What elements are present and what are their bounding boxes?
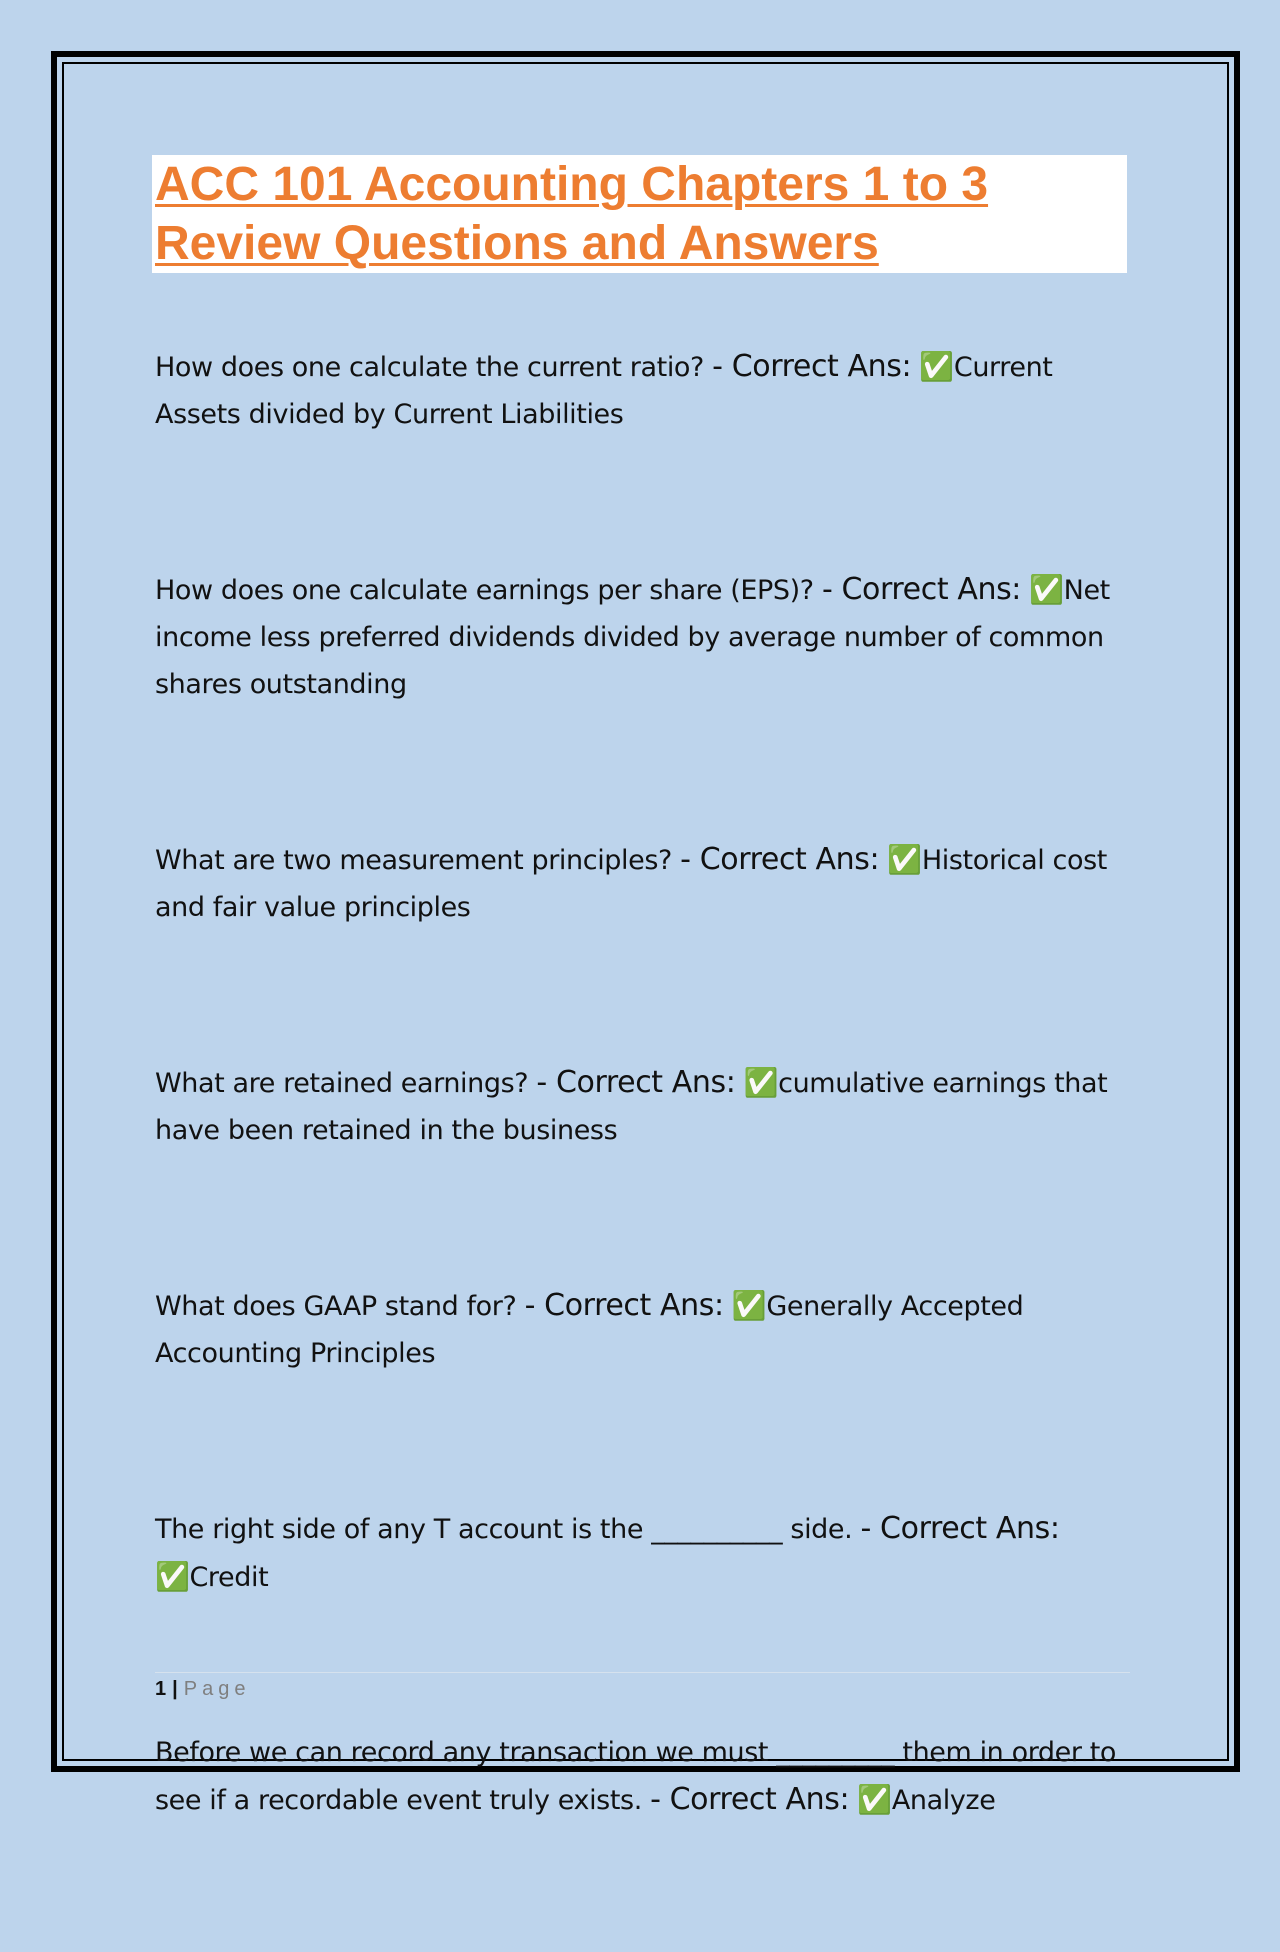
answer-text: Historical cost and fair value principles — [155, 845, 1107, 923]
title-line-1: ACC 101 Accounting Chapters 1 to 3 — [155, 158, 989, 211]
check-mark-icon: ✅ — [887, 843, 922, 876]
check-mark-icon: ✅ — [731, 1289, 767, 1322]
qa-item — [155, 343, 1130, 438]
answer-text: cumulative earnings that have been retained in the business — [155, 1068, 1108, 1146]
question-text: How does one calculate earnings per share (EPS)? — [155, 575, 814, 606]
question-text: The right side of any T account is the __________ side. — [155, 1514, 853, 1545]
title-box — [152, 155, 1127, 273]
answer-label: - Correct Ans: — [712, 349, 912, 384]
question-text: What are retained earnings? — [155, 1068, 529, 1099]
qa-list — [155, 343, 1130, 1824]
answer-label: - Correct Ans: — [821, 572, 1022, 607]
answer-text: Generally Accepted Accounting Principles — [155, 1291, 1024, 1369]
check-mark-icon: ✅ — [743, 1066, 779, 1099]
answer-text: Credit — [189, 1562, 269, 1593]
check-mark-icon: ✅ — [919, 350, 954, 383]
check-mark-icon: ✅ — [155, 1560, 190, 1593]
question-text: How does one calculate the current ratio? — [155, 352, 704, 383]
answer-text: Current Assets divided by Current Liabilities — [155, 352, 1053, 430]
answer-text: Net income less preferred dividends divided by average number of common shares outstanding — [155, 575, 1110, 700]
qa-item — [155, 566, 1130, 708]
document-title — [155, 155, 1124, 273]
question-text: What does GAAP stand for? — [155, 1291, 517, 1322]
qa-item — [155, 1282, 1130, 1377]
question-text: Before we can record any transaction we must _________ them in order to see if a recordable event truly exists. — [155, 1737, 1117, 1816]
page-number: 1 — [155, 1678, 167, 1700]
qa-item — [155, 1059, 1130, 1154]
check-mark-icon: ✅ — [1029, 573, 1064, 606]
answer-label: - Correct Ans: — [524, 1288, 724, 1323]
question-text: What are two measurement principles? — [155, 845, 672, 876]
check-mark-icon: ✅ — [857, 1783, 892, 1816]
footer-separator: | — [172, 1678, 178, 1700]
answer-label: - Correct Ans: — [536, 1065, 736, 1100]
answer-label: - Correct Ans: — [650, 1782, 850, 1817]
page-content — [155, 155, 1130, 1952]
page-word: Page — [183, 1678, 251, 1700]
page-footer — [155, 1678, 250, 1701]
answer-label: - Correct Ans: — [860, 1511, 1060, 1546]
answer-text: Analyze — [891, 1785, 996, 1816]
footer-divider — [155, 1672, 1130, 1673]
qa-item — [155, 1505, 1130, 1601]
answer-label: - Correct Ans: — [680, 842, 880, 877]
title-line-2: Review Questions and Answers — [155, 217, 879, 270]
qa-item — [155, 1729, 1130, 1824]
qa-item — [155, 836, 1130, 931]
